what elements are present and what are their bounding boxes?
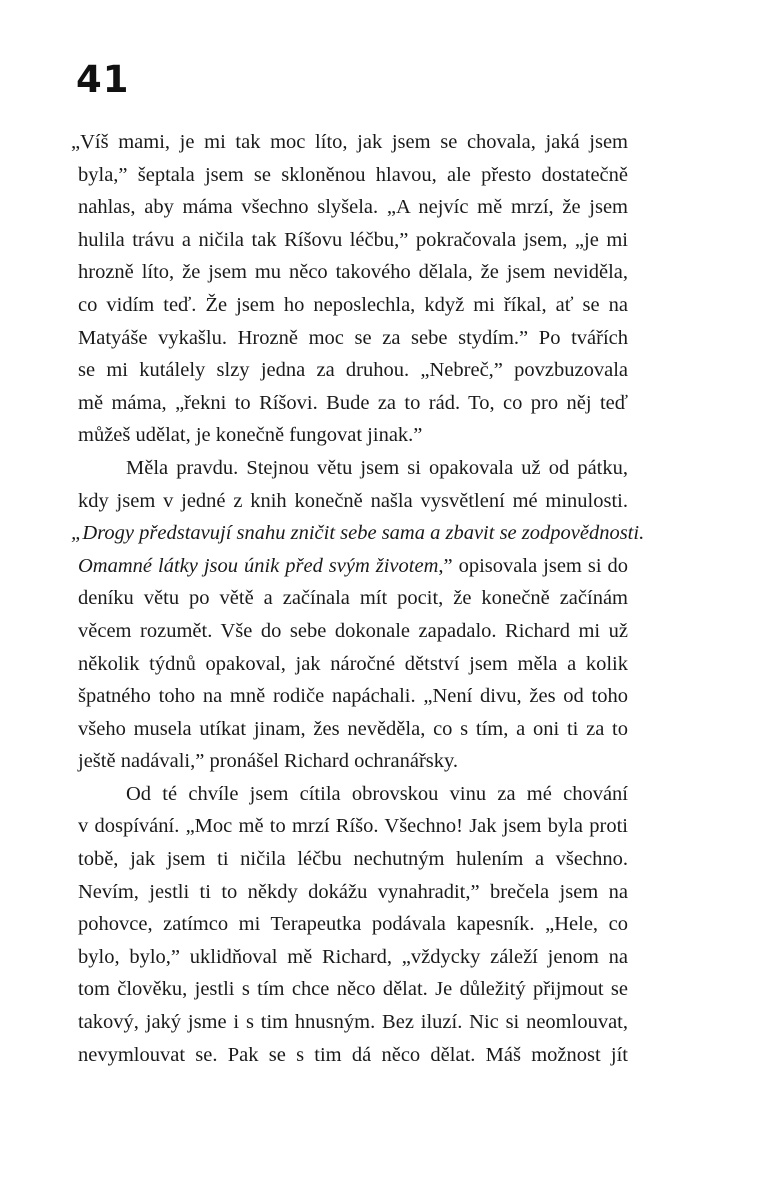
text-line bbox=[78, 1006, 628, 1039]
text-line bbox=[78, 973, 628, 1006]
text-line bbox=[78, 419, 628, 452]
text-line bbox=[78, 908, 628, 941]
text-line bbox=[78, 941, 628, 974]
text-segment: všeho musela utíkat jinam, žes nevěděla, co s tím, a oni ti za to bbox=[78, 717, 628, 740]
text-segment: pohovce, zatímco mi Terapeutka podávala kapesník. „Hele, co bbox=[78, 913, 628, 936]
text-line bbox=[78, 713, 628, 746]
text-segment: takový, jaký jsme i s tim hnusným. Bez iluzí. Nic si neomlouvat, bbox=[78, 1011, 628, 1034]
text-line bbox=[78, 745, 628, 778]
text-segment: ,” opisovala jsem si do bbox=[438, 554, 628, 577]
text-line bbox=[71, 517, 645, 550]
text-segment: co vidím teď. Že jsem ho neposlechla, když mi říkal, ať se na bbox=[78, 293, 628, 316]
text-segment: se mi kutálely slzy jedna za druhou. „Nebreč,” povzbuzovala bbox=[78, 359, 628, 382]
text-line bbox=[78, 322, 628, 355]
text-line bbox=[78, 550, 628, 583]
text-segment: v dospívání. „Moc mě to mrzí Ríšo. Všechno! Jak jsem byla proti bbox=[78, 815, 628, 838]
text-line bbox=[78, 615, 628, 648]
text-segment: několik týdnů opakoval, jak náročné dětství jsem měla a kolik bbox=[78, 652, 628, 675]
text-segment: kdy jsem v jedné z knih konečně našla vysvětlení mé minulosti. bbox=[78, 489, 628, 512]
chapter-body-text bbox=[71, 126, 645, 1071]
text-line bbox=[78, 843, 628, 876]
text-line bbox=[78, 289, 628, 322]
text-segment: nevymlouvat se. Pak se s tim dá něco dělat. Máš možnost jít bbox=[78, 1043, 628, 1066]
text-segment: věcem rozumět. Vše do sebe dokonale zapadalo. Richard mi už bbox=[78, 619, 628, 642]
text-line bbox=[78, 778, 628, 811]
text-segment: tom člověku, jestli s tím chce něco dělat. Je důležitý přijmout se bbox=[78, 978, 628, 1001]
text-line bbox=[78, 159, 628, 192]
text-segment: deníku větu po větě a začínala mít pocit, že konečně začínám bbox=[78, 587, 628, 610]
text-segment: tobě, jak jsem ti ničila léčbu nechutným hulením a všechno. bbox=[78, 848, 628, 871]
chapter-number: 41 bbox=[76, 58, 130, 101]
text-line bbox=[78, 485, 628, 518]
text-segment: špatného toho na mně rodiče napáchali. „Není divu, žes od toho bbox=[78, 685, 628, 708]
text-segment: „Víš mami, je mi tak moc líto, jak jsem se chovala, jaká jsem bbox=[71, 131, 628, 153]
text-line bbox=[78, 224, 628, 257]
text-line bbox=[78, 680, 628, 713]
text-line bbox=[78, 452, 628, 485]
text-segment: nahlas, aby máma všechno slyšela. „A nejvíc mě mrzí, že jsem bbox=[78, 196, 628, 219]
text-line bbox=[78, 876, 628, 909]
text-segment: Měla pravdu. Stejnou větu jsem si opakovala už od pátku, bbox=[126, 456, 628, 479]
text-line bbox=[78, 1039, 628, 1072]
text-line bbox=[78, 191, 628, 224]
text-line bbox=[78, 582, 628, 615]
text-line bbox=[78, 810, 628, 843]
text-segment: ještě nadávali,” pronášel Richard ochranářsky. bbox=[78, 750, 459, 773]
text-segment: bylo, bylo,” uklidňoval mě Richard, „vždycky záleží jenom na bbox=[78, 945, 628, 968]
text-segment: byla,” šeptala jsem se skloněnou hlavou, ale přesto dostatečně bbox=[78, 163, 628, 186]
text-line bbox=[78, 648, 628, 681]
text-line bbox=[71, 126, 628, 159]
text-segment: Od té chvíle jsem cítila obrovskou vinu za mé chování bbox=[126, 782, 628, 805]
text-segment: Matyáše vykašlu. Hrozně moc se za sebe stydím.” Po tvářích bbox=[78, 326, 628, 349]
text-segment: Nevím, jestli ti to někdy dokážu vynahradit,” brečela jsem na bbox=[78, 880, 628, 903]
text-segment: mě máma, „řekni to Ríšovi. Bude za to rád. To, co pro něj teď bbox=[78, 391, 628, 414]
italic-quote-segment: Omamné látky jsou únik před svým životem bbox=[78, 554, 439, 577]
text-line bbox=[78, 387, 628, 420]
text-segment: hulila trávu a ničila tak Ríšovu léčbu,” pokračovala jsem, „je mi bbox=[78, 228, 628, 251]
text-line bbox=[78, 354, 628, 387]
text-line bbox=[78, 256, 628, 289]
text-segment: můžeš udělat, je konečně fungovat jinak.” bbox=[78, 424, 423, 447]
italic-quote-segment: „Drogy představují snahu zničit sebe sama a zbavit se zodpovědnosti. bbox=[71, 522, 645, 545]
text-segment: hrozně líto, že jsem mu něco takového dělala, že jsem neviděla, bbox=[78, 261, 628, 284]
